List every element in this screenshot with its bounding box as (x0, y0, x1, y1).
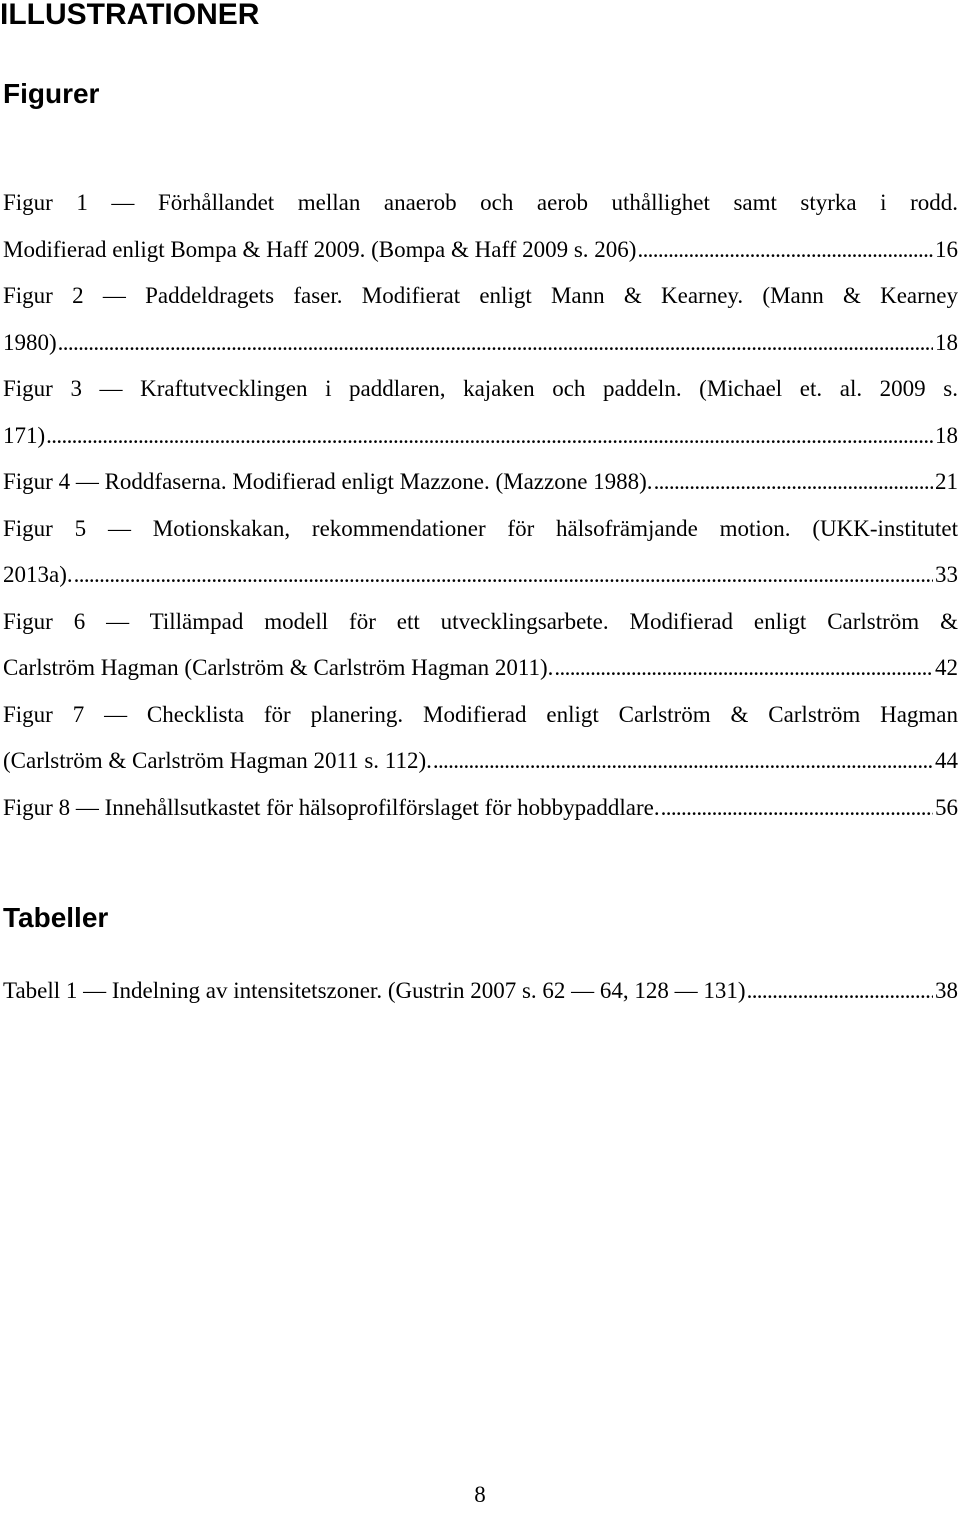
dot-leader (554, 645, 933, 692)
entry-line: Figur 5 — Motionskakan, rekommendationer för hälsofrämjande motion. (UKK-institutet (3, 515, 958, 541)
entry-line: Figur 2 — Paddeldragets faser. Modifierat enligt Mann & Kearney. (Mann & Kearney (3, 283, 958, 308)
toc-entry-tabell-1[interactable] (3, 968, 958, 1015)
entry-page-number: 21 (935, 469, 958, 494)
dot-leader (74, 552, 933, 599)
figures-list (3, 180, 958, 831)
entry-line: Tabell 1 — Indelning av intensitetszoner. (Gustrin 2007 s. 62 — 64, 128 — 131) (3, 978, 746, 1003)
entry-line: Modifierad enligt Bompa & Haff 2009. (Bompa & Haff 2009 s. 206) (3, 236, 637, 262)
entry-line: 171) (3, 422, 46, 448)
toc-entry-figur-5[interactable] (3, 506, 958, 599)
toc-entry-figur-4[interactable] (3, 459, 958, 506)
entry-line: Carlström Hagman (Carlström & Carlström Hagman 2011). (3, 655, 554, 680)
entry-page-number: 44 (935, 748, 958, 773)
toc-entry-figur-3[interactable] (3, 366, 958, 459)
entry-page-number: 18 (935, 422, 958, 448)
figures-heading: Figurer (3, 78, 100, 109)
entry-page-number: 33 (935, 562, 958, 587)
entry-line: Figur 6 — Tillämpad modell för ett utvecklingsarbete. Modifierad enligt Carlström & (3, 608, 958, 634)
toc-entry-figur-6[interactable] (3, 599, 958, 692)
tables-list (3, 968, 958, 1015)
toc-entry-figur-8[interactable] (3, 785, 958, 832)
entry-line: 1980) (3, 329, 57, 355)
dot-leader (654, 459, 933, 506)
toc-entry-figur-2[interactable] (3, 273, 958, 366)
entry-page-number: 18 (935, 329, 958, 355)
dot-leader (58, 320, 933, 367)
entry-line: Figur 7 — Checklista för planering. Modifierad enligt Carlström & Carlström Hagman (3, 701, 958, 727)
entry-page-number: 42 (935, 655, 958, 680)
document-title: ILLUSTRATIONER (0, 0, 260, 31)
dot-leader (46, 413, 933, 460)
entry-page-number: 56 (935, 794, 958, 820)
dot-leader (661, 785, 933, 832)
entry-line: Figur 8 — Innehållsutkastet för hälsoprofilförslaget för hobbypaddlare. (3, 794, 660, 820)
entry-line: Figur 3 — Kraftutvecklingen i paddlaren, kajaken och paddeln. (Michael et. al. 2009 s. (3, 376, 958, 401)
dot-leader (637, 227, 933, 274)
tables-heading: Tabeller (3, 902, 109, 933)
entry-page-number: 16 (935, 236, 958, 262)
entry-line: Figur 4 — Roddfaserna. Modifierad enligt Mazzone. (Mazzone 1988). (3, 469, 653, 494)
toc-entry-figur-1[interactable] (3, 180, 958, 273)
page-number: 8 (474, 1482, 486, 1507)
entry-page-number: 38 (935, 978, 958, 1003)
dot-leader (433, 738, 933, 785)
toc-entry-figur-7[interactable] (3, 692, 958, 785)
dot-leader (747, 968, 933, 1015)
entry-line: (Carlström & Carlström Hagman 2011 s. 112). (3, 748, 432, 773)
entry-line: Figur 1 — Förhållandet mellan anaerob och aerob uthållighet samt styrka i rodd. (3, 190, 958, 215)
entry-line: 2013a). (3, 562, 73, 587)
